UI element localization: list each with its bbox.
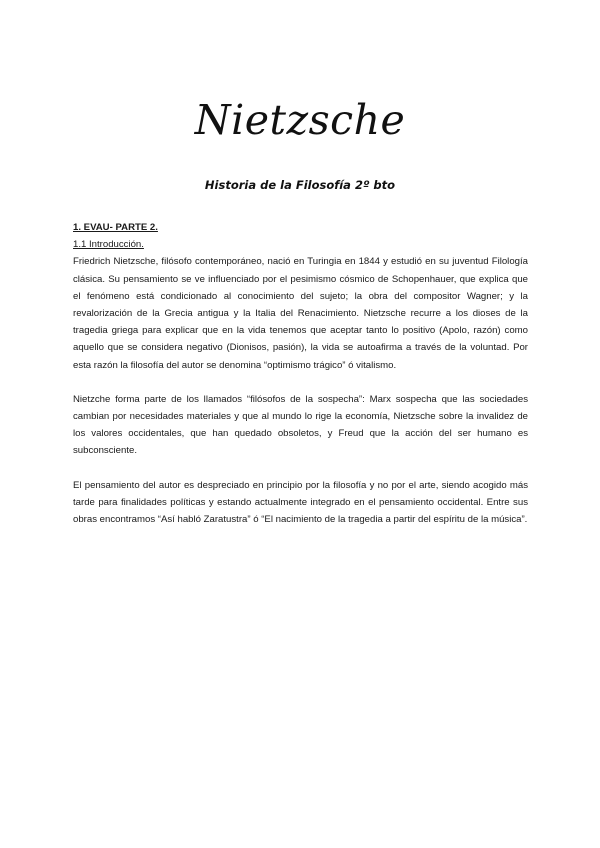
document-body xyxy=(73,219,528,545)
document-title: Nietzsche xyxy=(194,96,406,144)
paragraph-obras: El pensamiento del autor es despreciado en principio por la filosofía y no por el arte, siendo acogido más tarde para finalidades políticas y estando actualmente integrado en el pensamiento occidental. Entre sus obras encontramos “Así habló Zaratustra” ó “El nacimiento de la tragedia a partir del espíritu de la música”. xyxy=(73,479,528,526)
section-heading: 1. EVAU- PARTE 2. xyxy=(73,222,158,233)
paragraph-sospecha: Nietzche forma parte de los llamados “filósofos de la sospecha”: Marx sospecha que las sociedades cambian por necesidades materiales y que al mundo lo rige la economía, Nietzsche sobre la invalidez de los valores occidentales, que han quedado obsoletos, y Freud que la acción del ser humano es subconsciente. xyxy=(73,393,528,457)
paragraph-introduction: Friedrich Nietzsche, filósofo contemporáneo, nació en Turingia en 1844 y estudió en su juventud Filología clásica. Su pensamiento se ve influenciado por el pesimismo cósmico de Schopenhauer, que explica que el fenómeno está condicionado al conocimiento del sujeto; la obra del compositor Wagner; y la revalorización de la Grecia antigua y la Italia del Renacimiento. Nietzsche recurre a los dioses de la tragedia griega para explicar que en la vida tenemos que aceptar tanto lo positivo (Apolo, razón) como aquello que se considera negativo (Dionisos, pasión), la vida se autoafirma a través de la voluntad. Por esta razón la filosofía del autor se denomina “optimismo trágico” ó vitalismo. xyxy=(73,256,528,371)
subsection-heading: 1.1 Introducción. xyxy=(73,239,144,251)
document-subtitle: Historia de la Filosofía 2º bto xyxy=(204,178,396,192)
